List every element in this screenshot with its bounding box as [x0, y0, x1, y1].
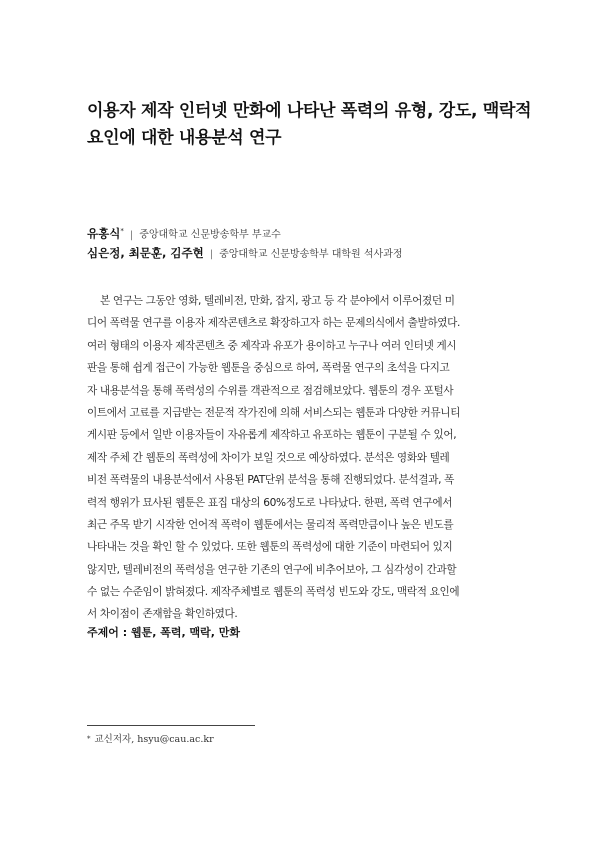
abstract-line: 자 내용분석을 통해 폭력성의 수위를 객관적으로 점검해보았다. 웹툰의 경우 포털사: [87, 384, 454, 397]
author-line-1: [87, 220, 527, 242]
paper-title: [87, 98, 532, 152]
abstract-line: 게시판 등에서 일반 이용자들이 자유롭게 제작하고 유포하는 웹툰이 구분될 수 있어,: [87, 429, 457, 442]
abstract-line: 제작 주체 간 웹툰의 폭력성에 차이가 보일 것으로 예상하였다. 분석은 영화와 텔레: [87, 451, 450, 464]
author-affiliation: 중앙대학교 신문방송학부 대학원 석사과정: [219, 249, 403, 260]
author-line-2: [87, 242, 527, 264]
corresponding-author-marker: *: [120, 227, 124, 235]
abstract: [87, 290, 515, 626]
title-line-2: 요인에 대한 내용분석 연구: [87, 128, 282, 148]
footnote-divider: [87, 725, 255, 726]
author-separator: |: [129, 229, 134, 241]
author-names: 유홍식: [87, 226, 121, 241]
footnote-marker: *: [87, 735, 91, 743]
author-names: 심은정, 최문훈, 김주현: [87, 246, 204, 260]
abstract-line: 나타내는 것을 확인 할 수 있었다. 또한 웹툰의 폭력성에 대한 기준이 마련되어 있지: [87, 541, 453, 554]
abstract-line: 최근 주목 받기 시작한 언어적 폭력이 웹툰에서는 물리적 폭력만큼이나 높은 빈도를: [87, 518, 454, 531]
author-affiliation: 중앙대학교 신문방송학부 부교수: [139, 229, 281, 241]
footnote-text: 교신저자, hsyu@cau.ac.kr: [94, 734, 214, 745]
footnote: [87, 731, 214, 745]
abstract-line: 않지만, 텔레비전의 폭력성을 연구한 기존의 연구에 비추어보아, 그 심각성이 간과할: [87, 563, 457, 576]
abstract-line: 수 없는 수준임이 밝혀졌다. 제작주체별로 웹툰의 폭력성 빈도와 강도, 맥락적 요인에: [87, 586, 460, 599]
abstract-line: 디어 폭력물 연구를 이용자 제작콘텐츠로 확장하고자 하는 문제의식에서 출발하였다.: [87, 317, 461, 330]
abstract-line: 서 차이점이 존재함을 확인하였다.: [87, 608, 238, 621]
abstract-line: 본 연구는 그동안 영화, 텔레비전, 만화, 잡지, 광고 등 각 분야에서 이루어졌던 미: [100, 295, 455, 307]
abstract-line: 여러 형태의 이용자 제작콘텐츠 중 제작과 유포가 용이하고 누구나 여러 인터넷 게시: [87, 339, 457, 352]
abstract-line: 비전 폭력물의 내용분석에서 사용된 PAT단위 분석을 통해 진행되었다. 분석결과, 폭: [87, 474, 455, 487]
keywords: 주제어 : 웹툰, 폭력, 맥락, 만화: [87, 626, 240, 639]
title-line-1: 이용자 제작 인터넷 만화에 나타난 폭력의 유형, 강도, 맥락적: [87, 101, 532, 121]
abstract-line: 력적 행위가 묘사된 웹툰은 표집 대상의 60%정도로 나타났다. 한편, 폭력 연구에서: [87, 496, 453, 509]
abstract-line: 이트에서 고료를 지급받는 전문적 작가진에 의해 서비스되는 웹툰과 다양한 커뮤니티: [87, 406, 461, 419]
author-separator: |: [209, 249, 214, 260]
author-block: [87, 220, 527, 264]
abstract-line: 판을 통해 쉽게 접근이 가능한 웹툰을 중심으로 하여, 폭력물 연구의 초석을 다지고: [87, 362, 450, 375]
